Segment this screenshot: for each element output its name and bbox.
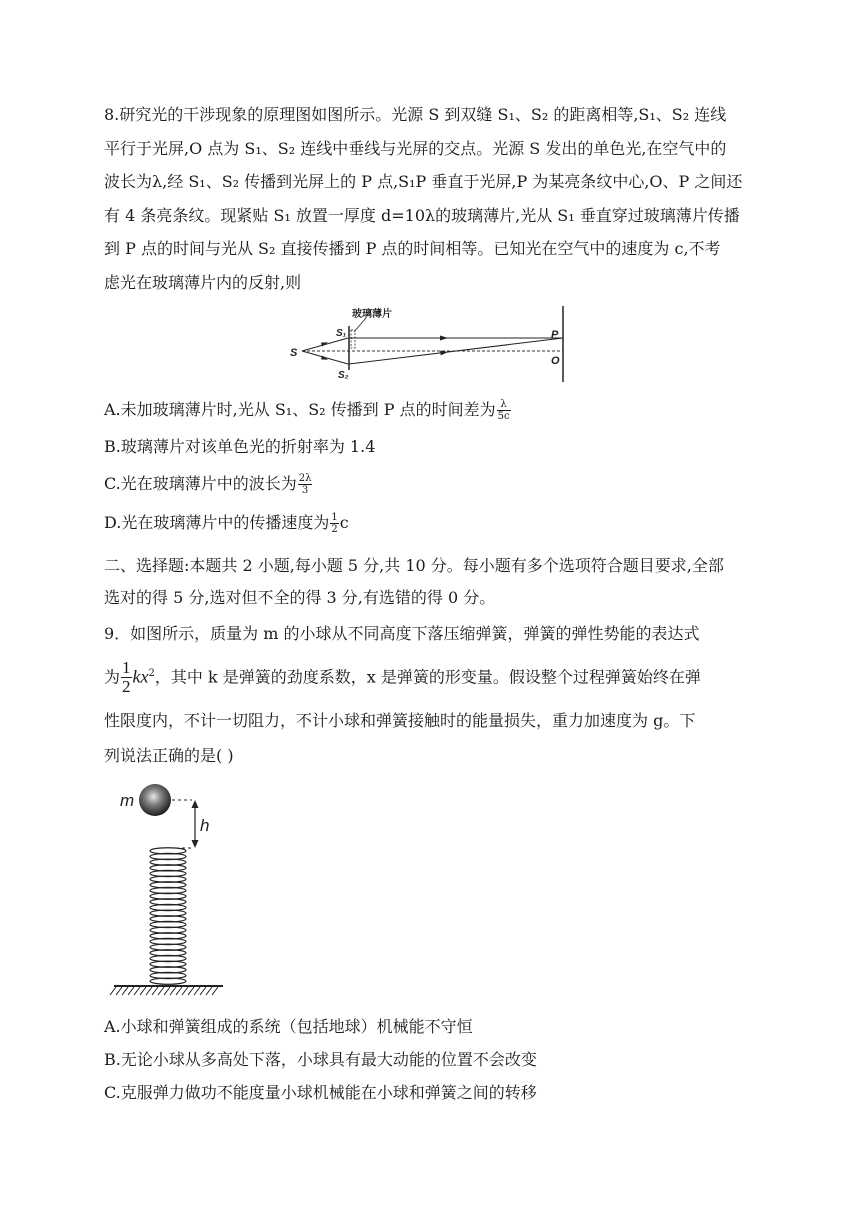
ray-s2-p (349, 338, 563, 364)
label-s2: S₂ (338, 370, 349, 381)
option-text: A.小球和弹簧组成的系统（包括地球）机械能不守恒 (104, 1017, 473, 1036)
q8-line: 波长为λ,经 S₁、S₂ 传播到光屏上的 P 点,S₁P 垂直于光屏,P 为某亮条纹中心,O、P 之间还 (104, 172, 743, 191)
hatch-line (182, 987, 188, 995)
hatch-line (146, 987, 152, 995)
q9-line-2 (104, 654, 701, 697)
ray-s-s1 (302, 338, 348, 351)
section-2-instructions (104, 550, 724, 614)
option-text: A.未加玻璃薄片时,光从 S₁、S₂ 传播到 P 点的时间差为 (104, 400, 496, 419)
q9-line-1 (104, 620, 700, 648)
label-p: P (551, 329, 559, 341)
q9-text: 列说法正确的是( ) (104, 746, 234, 765)
spring (150, 848, 186, 985)
option-text: D.光在玻璃薄片中的传播速度为 (104, 513, 330, 532)
double-slit-diagram (288, 302, 578, 384)
option-text: C.克服弹力做功不能度量小球机械能在小球和弹簧之间的转移 (104, 1083, 537, 1102)
q9-option-a (104, 1016, 473, 1038)
hatch-line (194, 987, 200, 995)
option-text-tail: c (339, 513, 349, 532)
label-s1: S₁ (336, 328, 347, 339)
fraction-numerator: λ (497, 399, 511, 411)
section-line: 二、选择题:本题共 2 小题,每小题 5 分,共 10 分。每小题有多个选项符合题目要求,全部 (104, 556, 724, 575)
hatch-line (122, 987, 128, 995)
hatch-line (158, 987, 164, 995)
q9-text: 为 (104, 667, 121, 687)
q8-stem (104, 98, 742, 299)
glass-label: 玻璃薄片 (352, 309, 392, 320)
fraction (121, 659, 132, 696)
fraction (298, 473, 313, 496)
q8-option-b (104, 436, 375, 458)
q9-text: 9．如图所示，质量为 m 的小球从不同高度下落压缩弹簧，弹簧的弹性势能的表达式 (104, 624, 700, 643)
q8-line: 虑光在玻璃薄片内的反射,则 (104, 272, 302, 292)
label-s: S (290, 347, 298, 359)
q8-line: 到 P 点的时间与光从 S₂ 直接传播到 P 点的时间相等。已知光在空气中的速度为 c,不考 (104, 239, 721, 258)
formula: kx (132, 666, 149, 687)
arrow-down-icon (192, 840, 199, 848)
arrow-icon (440, 351, 448, 356)
fraction (497, 399, 511, 422)
q8-option-c (104, 473, 313, 496)
fraction-denominator: 3 (301, 485, 309, 496)
option-text: C.光在玻璃薄片中的波长为 (104, 474, 297, 493)
section-line: 选对的得 5 分,选对但不全的得 3 分,有选错的得 0 分。 (104, 588, 496, 607)
fraction-denominator: 2 (331, 524, 338, 535)
hatch-line (116, 987, 122, 995)
hatch-line (134, 987, 140, 995)
ball (139, 784, 171, 816)
fraction (330, 512, 338, 535)
hatch-line (128, 987, 134, 995)
label-h: h (200, 816, 210, 835)
q8-line: 有 4 条亮条纹。现紧贴 S₁ 放置一厚度 d=10λ的玻璃薄片,光从 S₁ 垂直穿过玻璃薄片传播 (104, 205, 740, 225)
ground-hatch (110, 987, 218, 995)
hatch-line (188, 987, 194, 995)
q9-line-3 (104, 707, 695, 735)
q9-option-b (104, 1049, 537, 1071)
option-text: B.玻璃薄片对该单色光的折射率为 1.4 (104, 437, 376, 456)
hatch-line (212, 987, 218, 995)
hatch-line (200, 987, 206, 995)
q8-line: 8.研究光的干涉现象的原理图如图所示。光源 S 到双缝 S₁、S₂ 的距离相等,S₁、S₂ 连线 (104, 105, 727, 124)
hatch-line (176, 987, 182, 995)
q9-line-4 (104, 742, 234, 770)
hatch-line (152, 987, 158, 995)
q9-text: 性限度内，不计一切阻力，不计小球和弹簧接触时的能量损失，重力加速度为 g。下 (104, 711, 696, 730)
hatch-line (140, 987, 146, 995)
fraction-denominator: 5c (497, 411, 510, 422)
fraction-denominator: 2 (122, 677, 131, 697)
arrow-icon (440, 336, 448, 341)
q8-line: 平行于光屏,O 点为 S₁、S₂ 连线中垂线与光屏的交点。光源 S 发出的单色光,在空气中的 (104, 138, 727, 158)
q8-option-a (104, 399, 512, 422)
glass-plate (351, 330, 355, 348)
q9-text: ，其中 k 是弹簧的劲度系数，x 是弹簧的形变量。假设整个过程弹簧始终在弹 (154, 667, 701, 687)
label-m: m (120, 791, 135, 810)
q8-option-d (104, 512, 349, 535)
fraction-numerator: 2λ (298, 473, 312, 484)
spring-ball-diagram (108, 780, 238, 1002)
label-o: O (551, 355, 560, 367)
hatch-line (170, 987, 176, 995)
ray-s-s2 (302, 351, 348, 364)
formula-exponent: 2 (148, 668, 155, 679)
fraction-numerator: 1 (331, 512, 338, 523)
hatch-line (206, 987, 212, 995)
option-text: B.无论小球从多高处下落，小球具有最大动能的位置不会改变 (104, 1050, 537, 1069)
hatch-line (110, 987, 116, 995)
q9-option-c (104, 1082, 537, 1104)
hatch-line (164, 987, 170, 995)
arrow-up-icon (192, 800, 199, 808)
fraction-numerator: 1 (122, 658, 131, 678)
glass-leader (354, 318, 366, 332)
